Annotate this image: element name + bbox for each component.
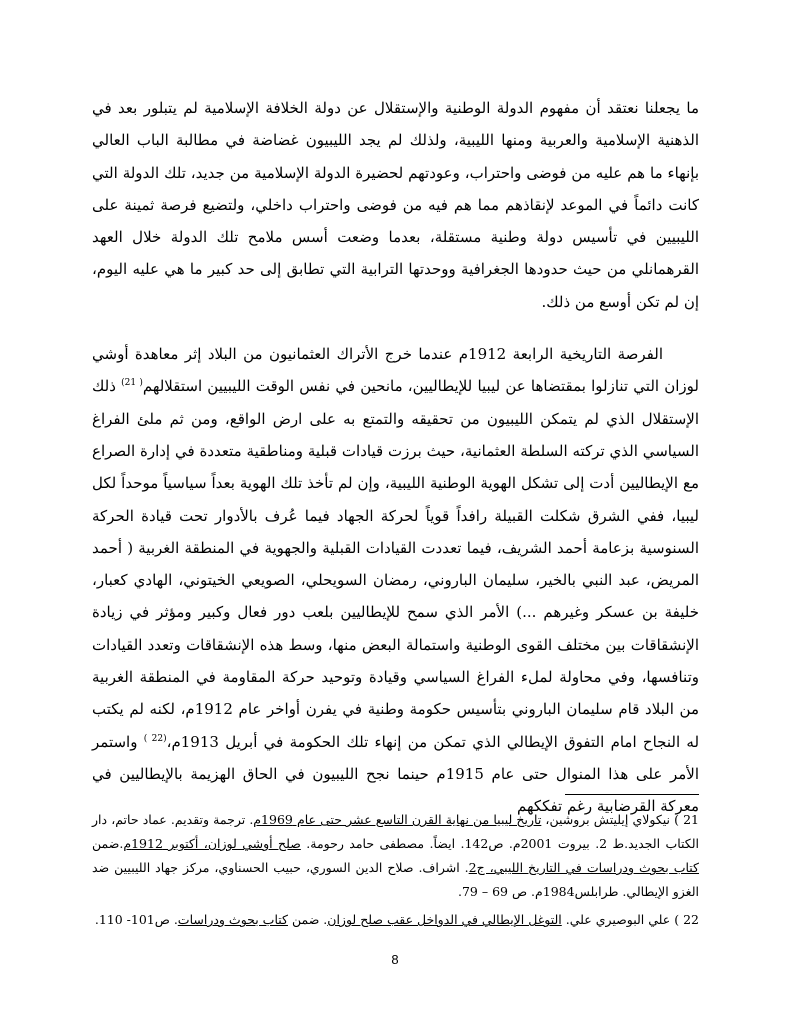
- footnote-reference: (22 ): [143, 733, 167, 744]
- footnote-text: . ترجمة وتقديم. عماد حاتم، دار الكتاب الجديد.ط 2. بيروت 2001م. ص142. ايضاً. مصطفى حامد رحومة.: [92, 812, 699, 851]
- footnotes: [92, 808, 699, 932]
- footnote-text: . ص101- 110.: [94, 912, 178, 927]
- footnote: [92, 908, 699, 932]
- paragraph: [92, 338, 699, 822]
- footnote-text: 22 ) علي البوصيري علي.: [561, 912, 699, 927]
- footnote-reference: ( 21): [121, 378, 143, 389]
- footnote-text: . اشراف. صلاح الدين السوري، حبيب الحسناوي، مركز جهاد الليبيين ضد الغزو الإيطالي. طرابلس1984م. ص 69 – 79.: [92, 860, 699, 899]
- footnote: [92, 808, 699, 904]
- paragraph-text: ما يجعلنا نعتقد أن مفهوم الدولة الوطنية والإستقلال عن دولة الخلافة الإسلامية لم يتبلور بعد في الذهنية الإسلامية والعربية ومنها الليبية، ولذلك لم يجد الليبيون غضاضة في مطالبة الباب العالي بإنهاء ما هم عليه من فوضى واحتراب، وعودتهم لحضيرة الدولة الإسلامية من جديد، تلك الدولة التي كانت دائماً في الموعد لإنقاذهم مما هم فيه من فوضى واحتراب داخلي، ولتضيع فرصة ثمينة على الليبيين في تأسيس دولة وطنية مستقلة، بعدما وضعت أسس ملامح تلك الدولة خلال العهد القرهمانلي من حيث حدودها الجغرافية ووحدتها الترابية التي تطابق إلى حد كبير ما هي عليه اليوم، إن لم تكن أوسع من ذلك.: [92, 99, 699, 311]
- citation-title: صلح أوشي لوزان، أكتوبر 1912م: [123, 836, 301, 851]
- citation-title: التوغل الإيطالي في الدواخل عقب صلح لوزان: [327, 912, 562, 927]
- body-text: [92, 92, 699, 823]
- page-number: 8: [391, 952, 399, 967]
- paragraph-text: ذلك الإستقلال الذي لم يتمكن الليبيون من تحقيقه والتمتع به على ارض الواقع، ومن ثم ملئ الفراغ السياسي الذي تركته السلطة العثمانية، حيث برزت قيادات قبلية ومناطقية متعددة في إدارة الصراع مع الإيطاليين أدت إلى تشكل الهوية الوطنية الليبية، وإن لم تأخذ تلك الهوية بعداً سياسياً موحداً لكل ليبيا، ففي الشرق شكلت القبيلة رافداً قوياً لحركة الجهاد فيما عُرف بالأدوار تحت قيادة الحركة السنوسية بزعامة أحمد الشريف، فيما تعددت القيادات القبلية والجهوية في المنطقة الغربية ( أحمد المريض، عبد النبي بالخير، سليمان الباروني، رمضان السويحلي، الصويعي الخيتوني، الهادي كعبار، خليفة بن عسكر وغيرهم ...) الأمر الذي سمح للإيطاليين بلعب دور فعال وكبير ومؤثر في زيادة الإنشقاقات بين مختلف القوى الوطنية واستمالة البعض منها، وسط هذه الإنشقاقات وتعدد القيادات وتنافسها، وفي محاولة لملء الفراغ السياسي وقيادة وتوحيد حركة المقاومة في المنطقة الغربية من البلاد قام سليمان الباروني بتأسيس حكومة وطنية في يفرن أواخر عام 1912م، لكنه لم يكتب له النجاح امام التفوق الإيطالي الذي تمكن من إنهاء تلك الحكومة في أبريل 1913م،: [92, 377, 700, 751]
- citation-title: كتاب بحوث ودراسات: [177, 912, 288, 927]
- paragraph-text: الفرصة التاريخية الرابعة 1912م عندما خرج الأتراك العثمانيون من البلاد إثر معاهدة أوشي لوزان التي تنازلوا بمقتضاها عن ليبيا للإيطاليين، مانحين في نفس الوقت الليبيين استقلالهم: [92, 345, 699, 396]
- paragraph: [92, 92, 699, 318]
- paragraph-text: واستمر الأمر على هذا المنوال حتى عام 1915م حينما نجح الليبيون في الحاق الهزيمة بالإيطاليين في معركة القرضابية رغم تفككهم: [92, 732, 699, 816]
- citation-title: كتاب بحوث ودراسات في التاريخ الليبي، ج2: [468, 860, 699, 875]
- citation-title: تاريخ ليبيا من نهاية القرن التاسع عشر حتى عام 1969م: [253, 812, 542, 827]
- footnote-text: 21 ) نيكولاي إيليتش بروشين،: [541, 812, 700, 827]
- footnote-text: .ضمن: [92, 836, 124, 851]
- footnote-separator: [565, 794, 699, 795]
- footnote-text: . ضمن: [287, 912, 328, 927]
